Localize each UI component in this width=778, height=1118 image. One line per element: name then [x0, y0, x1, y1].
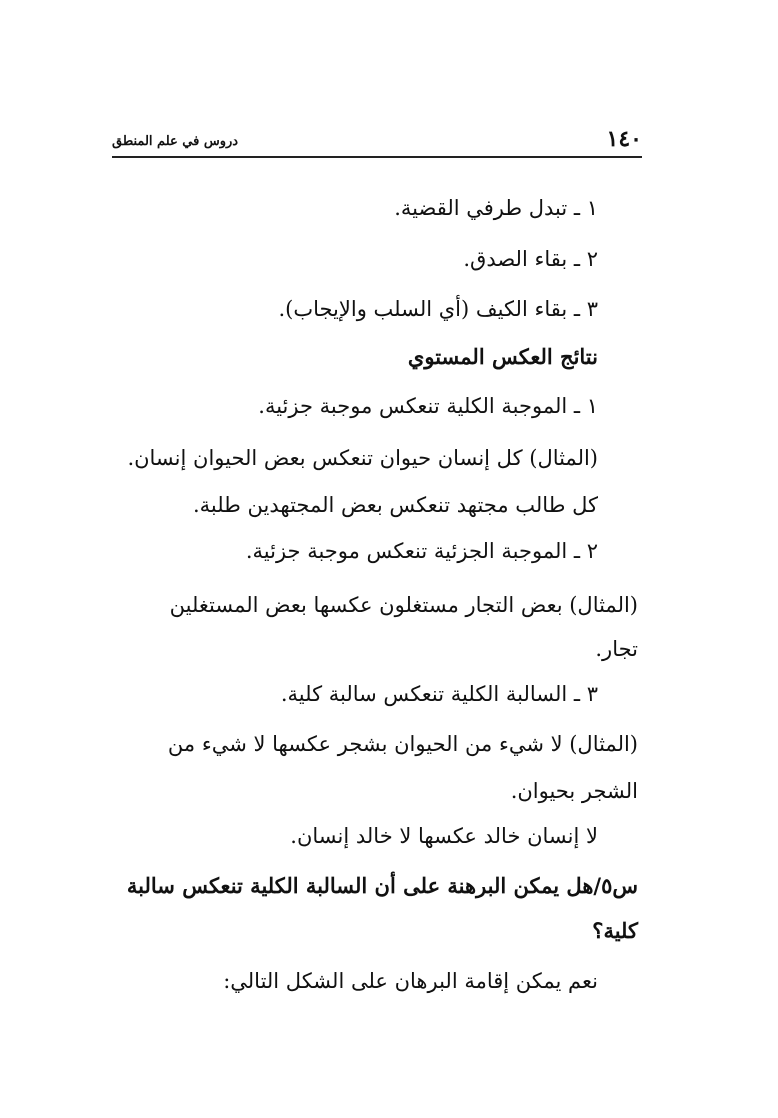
result-2: ٢ ـ الموجبة الجزئية تنعكس موجبة جزئية. [245, 539, 598, 563]
page-number: ١٤٠ [606, 126, 642, 152]
condition-2: ٢ ـ بقاء الصدق. [463, 247, 598, 271]
question-line2: كلية؟ [592, 918, 638, 943]
question-line1: س٥/هل يمكن البرهنة على أن السالبة الكلية تنعكس سالبة [126, 873, 638, 898]
example-1a: (المثال) كل إنسان حيوان تنعكس بعض الحيوان إنسان. [127, 446, 598, 470]
answer-line: نعم يمكن إقامة البرهان على الشكل التالي: [223, 969, 598, 993]
running-title: دروس في علم المنطق [112, 134, 239, 149]
condition-3: ٣ ـ بقاء الكيف (أي السلب والإيجاب). [278, 297, 598, 321]
section-heading: نتائج العكس المستوي [407, 344, 598, 369]
condition-1: ١ ـ تبدل طرفي القضية. [394, 196, 598, 220]
example-3-line1: (المثال) لا شيء من الحيوان بشجر عكسها لا شيء من [167, 732, 638, 756]
example-2-line2: تجار. [595, 637, 638, 661]
result-3: ٣ ـ السالبة الكلية تنعكس سالبة كلية. [280, 682, 598, 706]
example-1b: كل طالب مجتهد تنعكس بعض المجتهدين طلبة. [192, 493, 598, 517]
example-2-line1: (المثال) بعض التجار مستغلون عكسها بعض المستغلين [169, 593, 638, 617]
example-3-line2: الشجر بحيوان. [510, 779, 638, 803]
example-3b: لا إنسان خالد عكسها لا خالد إنسان. [290, 824, 598, 848]
result-1: ١ ـ الموجبة الكلية تنعكس موجبة جزئية. [258, 394, 598, 418]
page-header [112, 124, 642, 158]
